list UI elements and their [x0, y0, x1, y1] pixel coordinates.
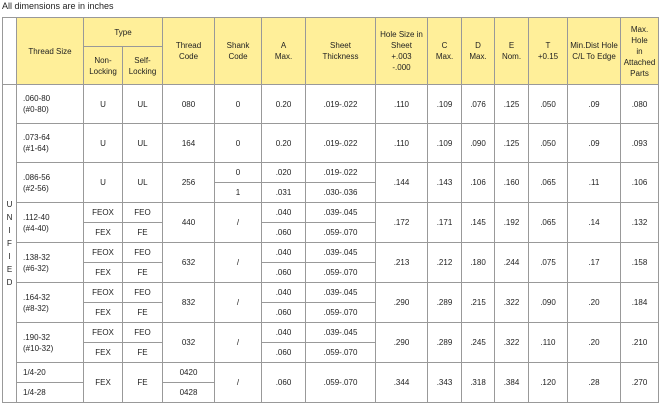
table-header	[3, 18, 659, 85]
thread-size-cell: .060-80 (#0-80)	[17, 85, 84, 124]
max-hole-cell: .184	[621, 283, 659, 323]
side-label-letter: D	[6, 278, 13, 287]
c-max-cell: .143	[428, 163, 462, 203]
e-nom-cell: .192	[495, 203, 529, 243]
hole-size-cell: .110	[376, 85, 428, 124]
a-max-cell: .020	[262, 163, 306, 183]
a-max-cell: .040	[262, 283, 306, 303]
header-e-nom: E Nom.	[495, 18, 529, 85]
min-dist-cell: .20	[568, 323, 621, 363]
dimension-table	[2, 17, 659, 403]
thread-size-cell: .164-32 (#8-32)	[17, 283, 84, 323]
hole-size-cell: .144	[376, 163, 428, 203]
self-locking-cell: FE	[123, 263, 163, 283]
header-shank-code: Shank Code	[215, 18, 262, 85]
d-max-cell: .145	[462, 203, 495, 243]
min-dist-cell: .09	[568, 124, 621, 163]
shank-code-cell: /	[215, 363, 262, 403]
header-a-max: A Max.	[262, 18, 306, 85]
self-locking-cell: UL	[123, 163, 163, 203]
header-min-dist: Min.Dist Hole C/L To Edge	[568, 18, 621, 85]
table-row	[3, 283, 659, 303]
thread-size-cell: .086-56 (#2-56)	[17, 163, 84, 203]
self-locking-cell: FE	[123, 223, 163, 243]
shank-code-cell: /	[215, 323, 262, 363]
non-locking-cell: U	[84, 124, 123, 163]
t-tolerance-cell: .065	[529, 203, 568, 243]
a-max-cell: .031	[262, 183, 306, 203]
table-row	[3, 323, 659, 343]
table-row	[3, 203, 659, 223]
c-max-cell: .289	[428, 283, 462, 323]
sheet-thickness-cell: .039-.045	[306, 203, 376, 223]
table-row	[3, 243, 659, 263]
self-locking-cell: FEO	[123, 243, 163, 263]
non-locking-cell: FEX	[84, 343, 123, 363]
a-max-cell: .040	[262, 243, 306, 263]
side-label-letter: I	[8, 226, 11, 235]
c-max-cell: .343	[428, 363, 462, 403]
non-locking-cell: FEOX	[84, 243, 123, 263]
max-hole-cell: .210	[621, 323, 659, 363]
max-hole-cell: .270	[621, 363, 659, 403]
units-note: All dimensions are in inches	[2, 1, 114, 11]
side-label-letter: I	[8, 252, 11, 261]
sheet-thickness-cell: .059-.070	[306, 343, 376, 363]
sheet-thickness-cell: .059-.070	[306, 363, 376, 403]
shank-code-cell: 0	[215, 85, 262, 124]
d-max-cell: .215	[462, 283, 495, 323]
sheet-thickness-cell: .039-.045	[306, 243, 376, 263]
header-self-locking: Self- Locking	[123, 47, 163, 85]
max-hole-cell: .093	[621, 124, 659, 163]
a-max-cell: .060	[262, 343, 306, 363]
non-locking-cell: FEX	[84, 303, 123, 323]
thread-size-cell: 1/4-20	[17, 363, 84, 383]
hole-size-cell: .110	[376, 124, 428, 163]
t-tolerance-cell: .065	[529, 163, 568, 203]
table-row	[3, 163, 659, 183]
c-max-cell: .109	[428, 124, 462, 163]
table-body	[3, 85, 659, 403]
e-nom-cell: .125	[495, 85, 529, 124]
d-max-cell: .318	[462, 363, 495, 403]
self-locking-cell: FE	[123, 363, 163, 403]
t-tolerance-cell: .050	[529, 85, 568, 124]
a-max-cell: .060	[262, 223, 306, 243]
thread-size-cell: .138-32 (#6-32)	[17, 243, 84, 283]
c-max-cell: .212	[428, 243, 462, 283]
self-locking-cell: FE	[123, 303, 163, 323]
min-dist-cell: .09	[568, 85, 621, 124]
hole-size-cell: .344	[376, 363, 428, 403]
a-max-cell: 0.20	[262, 124, 306, 163]
e-nom-cell: .244	[495, 243, 529, 283]
e-nom-cell: .160	[495, 163, 529, 203]
table-row	[3, 85, 659, 124]
sheet-thickness-cell: .039-.045	[306, 323, 376, 343]
sheet-thickness-cell: .059-.070	[306, 303, 376, 323]
shank-code-cell: /	[215, 283, 262, 323]
max-hole-cell: .106	[621, 163, 659, 203]
a-max-cell: .060	[262, 303, 306, 323]
header-blank	[3, 18, 17, 85]
t-tolerance-cell: .090	[529, 283, 568, 323]
side-label-letter: F	[7, 239, 12, 248]
sheet-thickness-cell: .019-.022	[306, 124, 376, 163]
c-max-cell: .171	[428, 203, 462, 243]
d-max-cell: .090	[462, 124, 495, 163]
sheet-thickness-cell: .019-.022	[306, 163, 376, 183]
header-hole-size: Hole Size in Sheet +.003 -.000	[376, 18, 428, 85]
table-row	[3, 363, 659, 383]
side-label-letter: E	[6, 265, 13, 274]
max-hole-cell: .158	[621, 243, 659, 283]
header-t: T +0.15	[529, 18, 568, 85]
header-non-locking: Non- Locking	[84, 47, 123, 85]
header-sheet-thickness: Sheet Thickness	[306, 18, 376, 85]
shank-code-cell: /	[215, 243, 262, 283]
thread-code-cell: 032	[163, 323, 215, 363]
header-max-hole: Max. Hole in Attached Parts	[621, 18, 659, 85]
thread-code-cell: 164	[163, 124, 215, 163]
max-hole-cell: .132	[621, 203, 659, 243]
t-tolerance-cell: .110	[529, 323, 568, 363]
max-hole-cell: .080	[621, 85, 659, 124]
non-locking-cell: FEX	[84, 223, 123, 243]
hole-size-cell: .172	[376, 203, 428, 243]
shank-code-cell: 0	[215, 124, 262, 163]
thread-code-cell: 632	[163, 243, 215, 283]
header-d-max: D Max.	[462, 18, 495, 85]
thread-code-cell: 832	[163, 283, 215, 323]
hole-size-cell: .213	[376, 243, 428, 283]
t-tolerance-cell: .075	[529, 243, 568, 283]
e-nom-cell: .384	[495, 363, 529, 403]
non-locking-cell: U	[84, 163, 123, 203]
e-nom-cell: .322	[495, 283, 529, 323]
min-dist-cell: .28	[568, 363, 621, 403]
self-locking-cell: FEO	[123, 323, 163, 343]
thread-size-cell: .190-32 (#10-32)	[17, 323, 84, 363]
shank-code-cell: /	[215, 203, 262, 243]
sheet-thickness-cell: .059-.070	[306, 263, 376, 283]
a-max-cell: .060	[262, 363, 306, 403]
non-locking-cell: FEOX	[84, 203, 123, 223]
table-row	[3, 124, 659, 163]
sheet-thickness-cell: .039-.045	[306, 283, 376, 303]
non-locking-cell: FEX	[84, 363, 123, 403]
non-locking-cell: U	[84, 85, 123, 124]
thread-code-cell: 080	[163, 85, 215, 124]
header-thread-code: Thread Code	[163, 18, 215, 85]
t-tolerance-cell: .120	[529, 363, 568, 403]
header-type: Type	[84, 18, 163, 47]
thread-size-cell: 1/4-28	[17, 383, 84, 403]
c-max-cell: .289	[428, 323, 462, 363]
thread-code-cell: 256	[163, 163, 215, 203]
min-dist-cell: .20	[568, 283, 621, 323]
sheet-thickness-cell: .019-.022	[306, 85, 376, 124]
non-locking-cell: FEX	[84, 263, 123, 283]
a-max-cell: .060	[262, 263, 306, 283]
thread-code-cell: 0420	[163, 363, 215, 383]
thread-code-cell: 0428	[163, 383, 215, 403]
e-nom-cell: .322	[495, 323, 529, 363]
shank-code-cell: 0	[215, 163, 262, 183]
thread-code-cell: 440	[163, 203, 215, 243]
a-max-cell: 0.20	[262, 85, 306, 124]
shank-code-cell: 1	[215, 183, 262, 203]
sheet-thickness-cell: .059-.070	[306, 223, 376, 243]
t-tolerance-cell: .050	[529, 124, 568, 163]
non-locking-cell: FEOX	[84, 283, 123, 303]
a-max-cell: .040	[262, 323, 306, 343]
min-dist-cell: .17	[568, 243, 621, 283]
side-label-letter: N	[6, 213, 13, 222]
c-max-cell: .109	[428, 85, 462, 124]
d-max-cell: .076	[462, 85, 495, 124]
non-locking-cell: FEOX	[84, 323, 123, 343]
self-locking-cell: UL	[123, 85, 163, 124]
d-max-cell: .180	[462, 243, 495, 283]
unified-side-label	[3, 85, 17, 403]
min-dist-cell: .14	[568, 203, 621, 243]
self-locking-cell: FEO	[123, 203, 163, 223]
sheet-thickness-cell: .030-.036	[306, 183, 376, 203]
header-c-max: C Max.	[428, 18, 462, 85]
self-locking-cell: FEO	[123, 283, 163, 303]
hole-size-cell: .290	[376, 283, 428, 323]
self-locking-cell: UL	[123, 124, 163, 163]
header-thread-size: Thread Size	[17, 18, 84, 85]
side-label-letter: U	[6, 200, 13, 209]
self-locking-cell: FE	[123, 343, 163, 363]
thread-size-cell: .112-40 (#4-40)	[17, 203, 84, 243]
min-dist-cell: .11	[568, 163, 621, 203]
d-max-cell: .245	[462, 323, 495, 363]
d-max-cell: .106	[462, 163, 495, 203]
hole-size-cell: .290	[376, 323, 428, 363]
a-max-cell: .040	[262, 203, 306, 223]
thread-size-cell: .073-64 (#1-64)	[17, 124, 84, 163]
e-nom-cell: .125	[495, 124, 529, 163]
